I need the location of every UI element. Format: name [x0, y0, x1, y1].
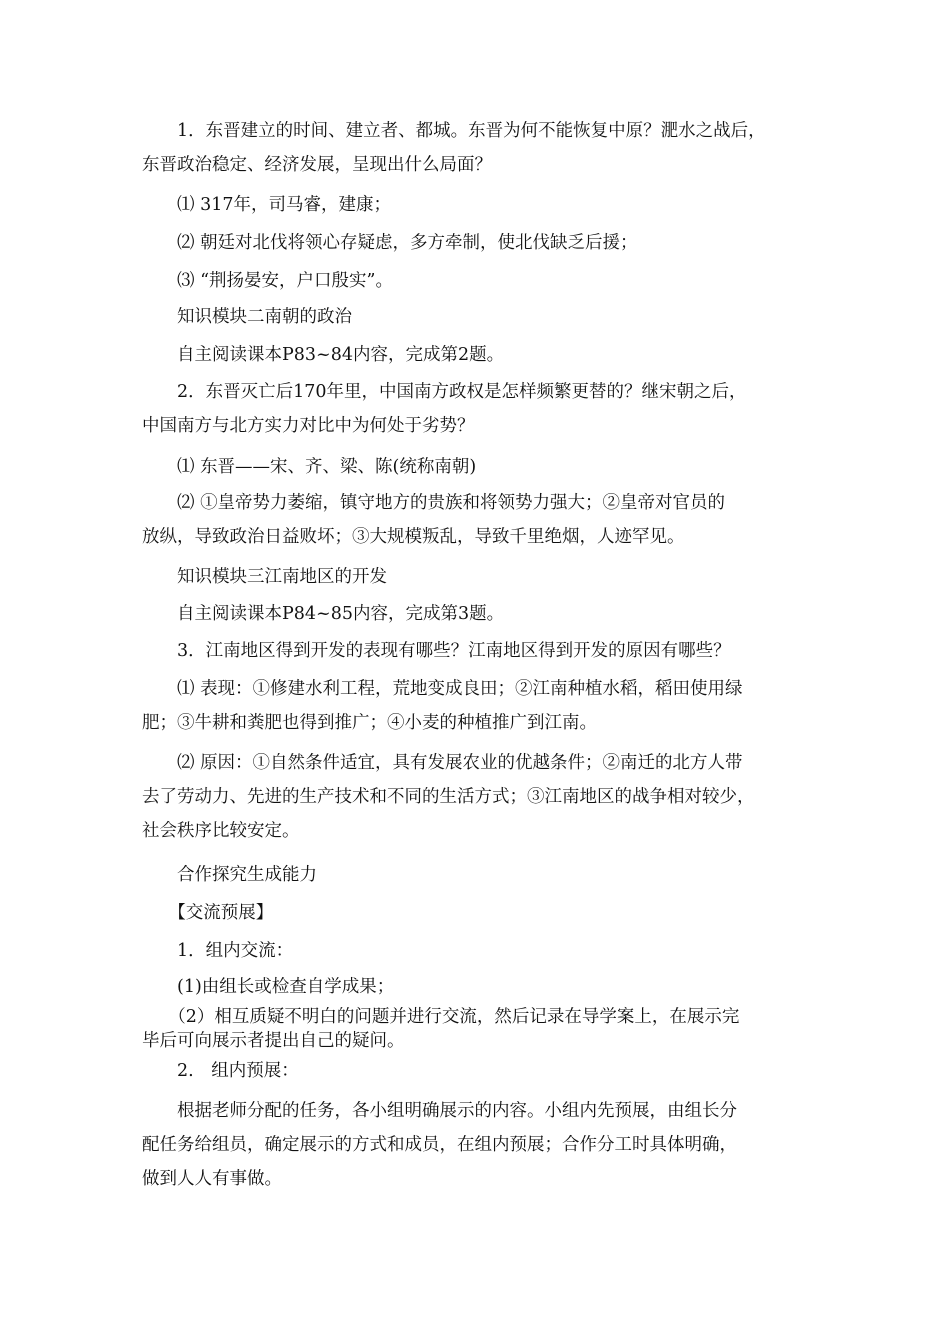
text-line: ⑵ ①皇帝势力萎缩，镇守地方的贵族和将领势力强大；②皇帝对官员的 [142, 493, 726, 513]
reading-task-3 [142, 597, 810, 631]
text-line: 东晋政治稳定、经济发展，呈现出什么局面？ [142, 155, 492, 175]
step-2-body [142, 1094, 810, 1196]
answer-1-2 [142, 226, 810, 260]
text-line: 自主阅读课本P84~85内容，完成第3题。 [142, 604, 505, 624]
text-line: 1．组内交流： [142, 941, 294, 961]
text-line: 肥；③牛耕和粪肥也得到推广；④小麦的种植推广到江南。 [142, 713, 597, 733]
text-line: 自主阅读课本P83~84内容，完成第2题。 [142, 345, 505, 365]
text-line: 知识模块三江南地区的开发 [142, 567, 387, 587]
text-line: ⑴ 317年，司马睿，建康； [142, 195, 391, 215]
answer-1-3 [142, 264, 810, 298]
answer-1-1 [142, 188, 810, 222]
text-line: 中国南方与北方实力对比中为何处于劣势？ [142, 416, 475, 436]
text-line: 配任务给组员，确定展示的方式和成员，在组内预展；合作分工时具体明确， [142, 1135, 737, 1155]
text-line: 【交流预展】 [142, 903, 274, 923]
text-line: （2）相互质疑不明白的问题并进行交流，然后记录在导学案上，在展示完 [142, 1007, 740, 1027]
step-1-item-1 [142, 970, 810, 1004]
text-line: 2. 组内预展： [142, 1061, 299, 1081]
text-line: 1．东晋建立的时间、建立者、都城。东晋为何不能恢复中原？淝水之战后， [142, 121, 766, 141]
text-line: ⑵ 原因：①自然条件适宜，具有发展农业的优越条件；②南迁的北方人带 [142, 753, 743, 773]
answer-2-1 [142, 450, 810, 484]
text-line: ⑵ 朝廷对北伐将领心存疑虑，多方牵制，使北伐缺乏后援； [142, 233, 638, 253]
text-line: 知识模块二南朝的政治 [142, 307, 352, 327]
text-line: 做到人人有事做。 [142, 1169, 282, 1189]
text-line: ⑴ 表现：①修建水利工程，荒地变成良田；②江南种植水稻，稻田使用绿 [142, 679, 743, 699]
answer-3-2 [142, 746, 810, 848]
text-line: (1)由组长或检查自学成果； [142, 977, 395, 997]
question-3 [142, 634, 810, 668]
cooperation-section-heading [142, 858, 810, 892]
reading-task-2 [142, 338, 810, 372]
step-1-item-2 [142, 1005, 810, 1053]
text-line: 去了劳动力、先进的生产技术和不同的生活方式；③江南地区的战争相对较少， [142, 787, 755, 807]
text-line: ⑶ “荆扬晏安，户口殷实”。 [142, 271, 393, 291]
text-line: 3．江南地区得到开发的表现有哪些？江南地区得到开发的原因有哪些？ [142, 641, 731, 661]
module-2-heading [142, 300, 810, 334]
module-3-heading [142, 560, 810, 594]
text-line: 放纵，导致政治日益败坏；③大规模叛乱，导致千里绝烟，人迹罕见。 [142, 527, 685, 547]
text-line: 合作探究生成能力 [142, 865, 317, 885]
text-line: 根据老师分配的任务，各小组明确展示的内容。小组内先预展，由组长分 [142, 1101, 737, 1121]
text-line: 社会秩序比较安定。 [142, 821, 300, 841]
text-line: ⑴ 东晋——宋、齐、梁、陈(统称南朝) [142, 457, 477, 477]
question-1 [142, 114, 810, 182]
question-2 [142, 375, 810, 443]
step-1-heading [142, 934, 810, 968]
step-2-heading [142, 1054, 810, 1088]
text-line: 毕后可向展示者提出自己的疑问。 [142, 1031, 405, 1051]
answer-3-1 [142, 672, 810, 740]
text-line: 2．东晋灭亡后170年里，中国南方政权是怎样频繁更替的？继宋朝之后， [142, 382, 747, 402]
exchange-section-heading [142, 896, 810, 930]
answer-2-2 [142, 486, 810, 554]
